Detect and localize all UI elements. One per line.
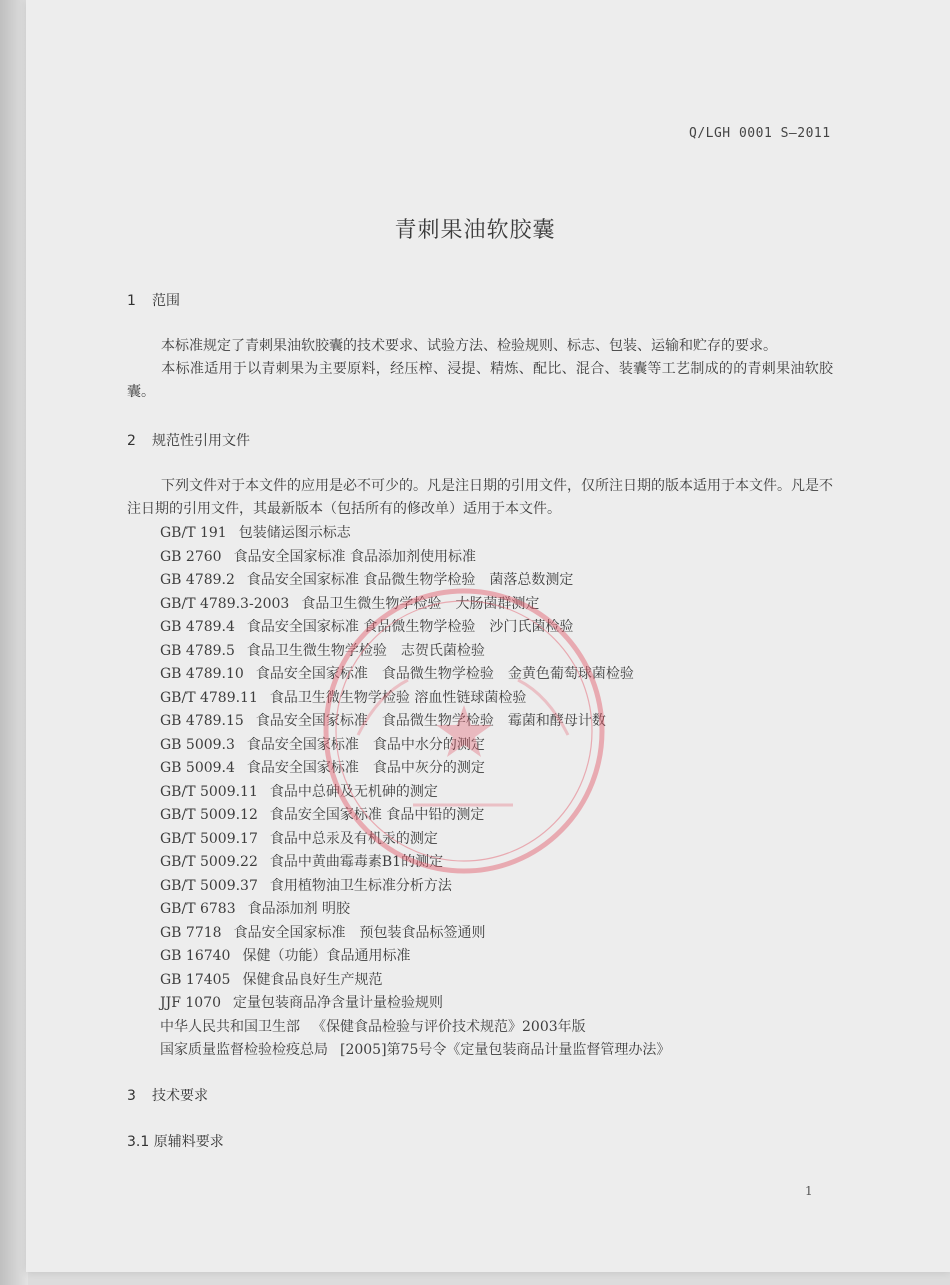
reference-item: GB 4789.5 食品卫生微生物学检验 志贺氏菌检验 [160, 642, 485, 659]
reference-list [160, 522, 670, 1063]
reference-item: GB/T 5009.22 食品中黄曲霉毒素B1的测定 [160, 854, 444, 870]
section-number: 1 [127, 293, 136, 309]
section-2-heading [127, 430, 250, 450]
reference-item: 中华人民共和国卫生部 《保健食品检验与评价技术规范》2003年版 [160, 1018, 586, 1035]
section-1-paragraph-1: 本标准规定了青刺果油软胶囊的技术要求、试验方法、检验规则、标志、包装、运输和贮存的要求。 [161, 338, 777, 354]
reference-item: GB 16740 保健（功能）食品通用标准 [160, 948, 411, 964]
section-1-paragraph-2: 本标准适用于以青刺果为主要原料，经压榨、浸提、精炼、配比、混合、装囊等工艺制成的的青刺果油软胶囊。 [127, 361, 833, 400]
reference-item: GB 5009.4 食品安全国家标准 食品中灰分的测定 [160, 760, 485, 776]
page-edge-shadow [0, 0, 28, 1285]
reference-item: GB 4789.4 食品安全国家标准 食品微生物学检验 沙门氏菌检验 [160, 619, 574, 635]
reference-item: GB/T 4789.11 食品卫生微生物学检验 溶血性链球菌检验 [160, 689, 527, 706]
reference-item: GB 4789.15 食品安全国家标准 食品微生物学检验 霉菌和酵母计数 [160, 713, 606, 729]
reference-item: GB 7718 食品安全国家标准 预包装食品标签通则 [160, 924, 486, 941]
reference-item: GB 4789.10 食品安全国家标准 食品微生物学检验 金黄色葡萄球菌检验 [160, 666, 634, 682]
section-2-intro: 下列文件对于本文件的应用是必不可少的。凡是注日期的引用文件，仅所注日期的版本适用于本文件。凡是不注日期的引用文件，其最新版本（包括所有的修改单）适用于本文件。 [127, 478, 833, 517]
reference-item: GB/T 5009.17 食品中总汞及有机汞的测定 [160, 830, 438, 847]
reference-item: GB 4789.2 食品安全国家标准 食品微生物学检验 菌落总数测定 [160, 572, 574, 588]
reference-item: JJF 1070 定量包装商品净含量计量检验规则 [160, 995, 444, 1011]
reference-item: GB/T 5009.37 食用植物油卫生标准分析方法 [160, 877, 452, 894]
section-number: 3 [127, 1088, 136, 1104]
section-3-heading [127, 1085, 208, 1105]
reference-item: GB 17405 保健食品良好生产规范 [160, 971, 383, 988]
reference-item: GB/T 4789.3-2003 食品卫生微生物学检验 大肠菌群测定 [160, 595, 540, 612]
section-3-1-heading: 3.1 原辅料要求 [127, 1134, 224, 1150]
document-title: 青刺果油软胶囊 [394, 218, 556, 243]
page-number: 1 [805, 1184, 813, 1198]
section-number: 2 [127, 433, 136, 449]
reference-item: GB/T 5009.11 食品中总砷及无机砷的测定 [160, 783, 438, 800]
reference-item: GB/T 191 包装储运图示标志 [160, 525, 351, 541]
reference-item: GB 5009.3 食品安全国家标准 食品中水分的测定 [160, 736, 485, 753]
reference-item: GB/T 6783 食品添加剂 明胶 [160, 901, 351, 917]
reference-item: 国家质量监督检验检疫总局 [2005]第75号令《定量包装商品计量监督管理办法》 [160, 1042, 671, 1058]
document-code: Q/LGH 0001 S—2011 [689, 126, 831, 141]
reference-item: GB 2760 食品安全国家标准 食品添加剂使用标准 [160, 548, 477, 565]
section-title: 技术要求 [152, 1088, 208, 1104]
section-title: 范围 [152, 293, 180, 309]
section-title: 规范性引用文件 [152, 433, 250, 449]
reference-item: GB/T 5009.12 食品安全国家标准 食品中铅的测定 [160, 807, 485, 823]
section-1-heading [127, 290, 180, 310]
